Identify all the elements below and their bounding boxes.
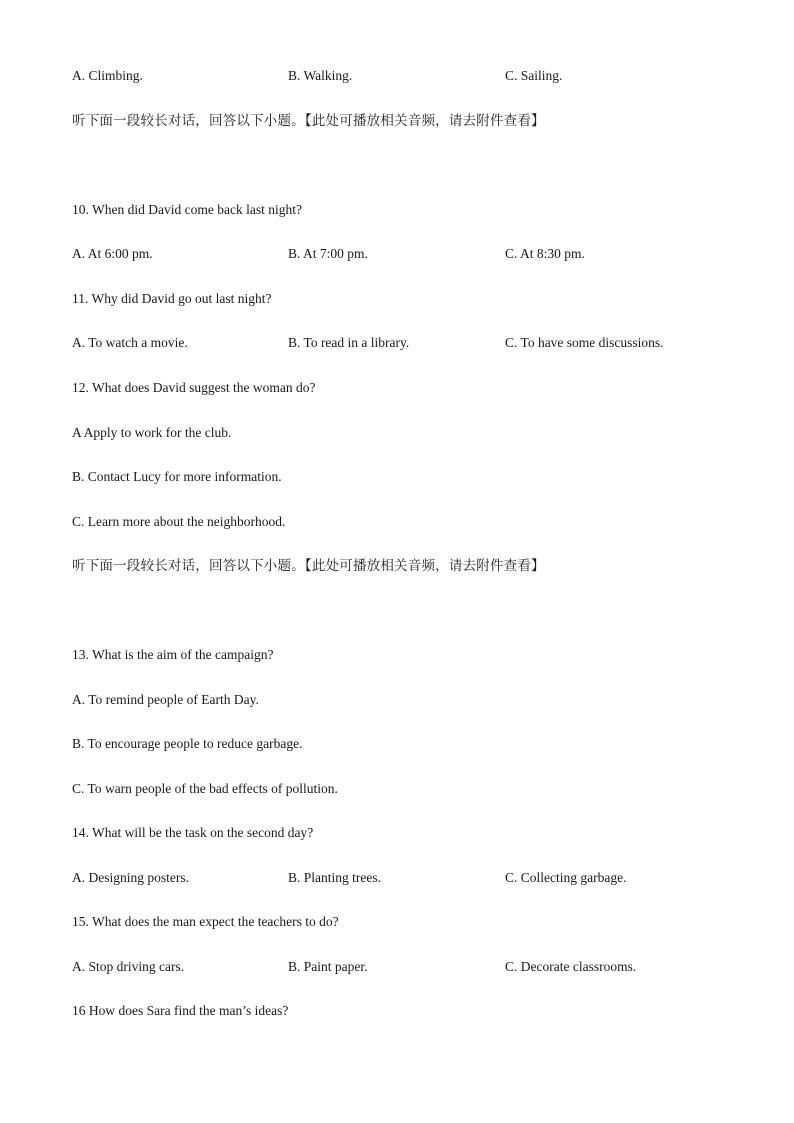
q11-option-c[interactable]: C. To have some discussions. — [505, 335, 664, 350]
question-15: 15. What does the man expect the teachers to do? — [72, 914, 339, 929]
question-13: 13. What is the aim of the campaign? — [72, 647, 274, 662]
q10-option-a[interactable]: A. At 6:00 pm. — [72, 246, 153, 261]
q11-options — [72, 334, 732, 352]
q14-option-a[interactable]: A. Designing posters. — [72, 870, 189, 885]
q12-option-b[interactable]: B. Contact Lucy for more information. — [72, 469, 282, 484]
q9-option-b[interactable]: B. Walking. — [288, 68, 353, 83]
q14-options — [72, 869, 732, 887]
q13-option-a[interactable]: A. To remind people of Earth Day. — [72, 692, 259, 707]
q13-option-b[interactable]: B. To encourage people to reduce garbage. — [72, 736, 303, 751]
q9-option-c[interactable]: C. Sailing. — [505, 68, 563, 83]
listening-instruction: 听下面一段较长对话，回答以下小题。【此处可播放相关音频，请去附件查看】 — [72, 558, 545, 574]
q15-options — [72, 958, 732, 976]
q10-options — [72, 245, 732, 263]
q10-option-b[interactable]: B. At 7:00 pm. — [288, 246, 368, 261]
listening-instruction: 听下面一段较长对话，回答以下小题。【此处可播放相关音频，请去附件查看】 — [72, 113, 545, 129]
q14-option-c[interactable]: C. Collecting garbage. — [505, 870, 627, 885]
q15-option-a[interactable]: A. Stop driving cars. — [72, 959, 185, 974]
q15-option-b[interactable]: B. Paint paper. — [288, 959, 368, 974]
q9-options — [72, 67, 732, 85]
question-14: 14. What will be the task on the second day? — [72, 825, 314, 840]
question-11: 11. Why did David go out last night? — [72, 291, 272, 306]
q15-option-c[interactable]: C. Decorate classrooms. — [505, 959, 637, 974]
question-12: 12. What does David suggest the woman do? — [72, 380, 316, 395]
q9-option-a[interactable]: A. Climbing. — [72, 68, 143, 83]
question-10: 10. When did David come back last night? — [72, 202, 302, 217]
q13-option-c[interactable]: C. To warn people of the bad effects of pollution. — [72, 781, 338, 796]
q11-option-b[interactable]: B. To read in a library. — [288, 335, 410, 350]
q12-option-a[interactable]: A Apply to work for the club. — [72, 425, 232, 440]
q11-option-a[interactable]: A. To watch a movie. — [72, 335, 188, 350]
q12-option-c[interactable]: C. Learn more about the neighborhood. — [72, 514, 286, 529]
question-16: 16 How does Sara find the man’s ideas? — [72, 1003, 289, 1018]
q10-option-c[interactable]: C. At 8:30 pm. — [505, 246, 585, 261]
q14-option-b[interactable]: B. Planting trees. — [288, 870, 381, 885]
